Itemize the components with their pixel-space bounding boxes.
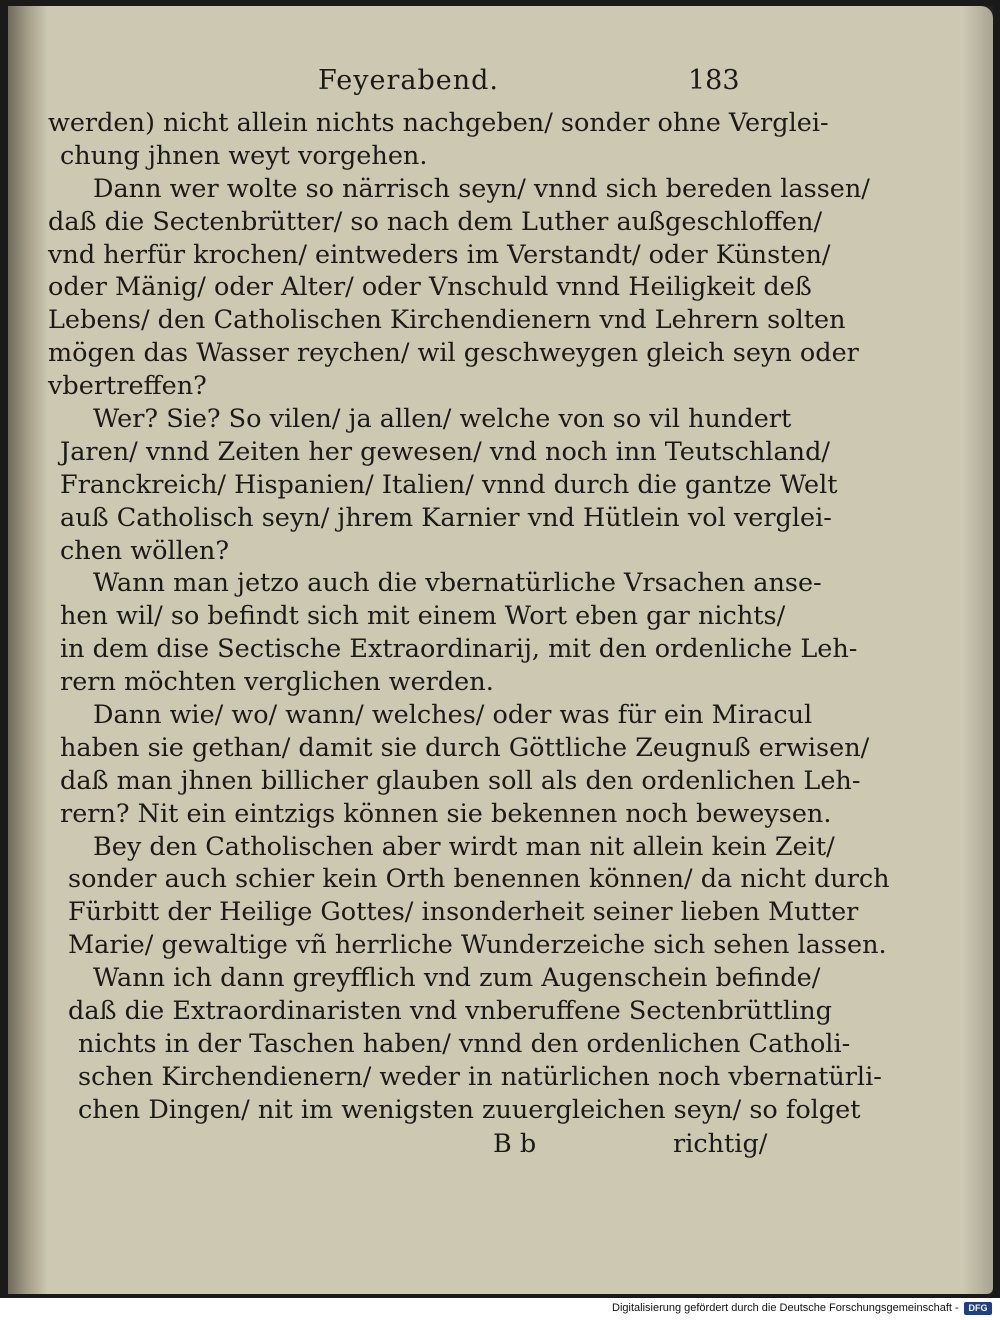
text-line: in dem dise Sectische Extraordinarij, mit den ordenliche Leh- <box>60 634 858 665</box>
page-header <box>48 61 768 101</box>
text-line: chen Dingen/ nit im wenigsten zuuergleichen seyn/ so folget <box>78 1094 861 1125</box>
text-line: rern? Nit ein eintzigs können sie bekennen noch beweysen. <box>60 798 832 829</box>
text-line: Dann wie/ wo/ wann/ welches/ oder was für ein Miracul <box>93 700 813 731</box>
text-line: Marie/ gewaltige vñ herrliche Wunderzeiche sich sehen lassen. <box>68 930 887 961</box>
catchword-line <box>48 1127 768 1161</box>
text-line: chen wöllen? <box>60 535 229 566</box>
text-line: rern möchten verglichen werden. <box>60 667 494 698</box>
text-line: Dann wer wolte so närrisch seyn/ vnnd sich bereden lassen/ <box>93 173 870 204</box>
text-line: daß man jhnen billicher glauben soll als den ordenlichen Leh- <box>60 765 861 796</box>
text-line: Bey den Catholischen aber wirdt man nit allein kein Zeit/ <box>93 831 835 862</box>
text-line: Jaren/ vnnd Zeiten her gewesen/ vnd noch inn Teutschland/ <box>60 436 831 467</box>
text-line: auß Catholisch seyn/ jhrem Karnier vnd Hütlein vol verglei- <box>60 502 832 533</box>
text-line: Wann man jetzo auch die vbernatürliche Vrsachen anse- <box>93 568 822 599</box>
text-line: daß die Sectenbrütter/ so nach dem Luther außgeschloffen/ <box>48 206 823 237</box>
text-line: Wer? Sie? So vilen/ ja allen/ welche von so vil hundert <box>93 404 792 435</box>
book-page <box>8 6 993 1294</box>
text-line: Lebens/ den Catholischen Kirchendienern vnd Lehrern solten <box>48 305 846 336</box>
text-block <box>48 61 890 1161</box>
text-line: sonder auch schier kein Orth benennen können/ da nicht durch <box>68 864 890 895</box>
page-number: 183 <box>688 65 740 96</box>
text-line: Fürbitt der Heilige Gottes/ insonderheit seiner lieben Mutter <box>68 897 859 928</box>
signature-mark: B b <box>493 1128 537 1159</box>
running-head: Feyerabend. <box>318 65 499 96</box>
text-line: werden) nicht allein nichts nachgeben/ sonder ohne Verglei- <box>48 108 829 138</box>
text-line: daß die Extraordinaristen vnd vnberuffene Sectenbrüttling <box>68 996 832 1027</box>
text-line: oder Mänig/ oder Alter/ oder Vnschuld vnnd Heiligkeit deß <box>48 272 812 303</box>
page-edge-shadow <box>963 6 993 1294</box>
digitization-credit: Digitalisierung gefördert durch die Deutsche Forschungsgemeinschaft - <box>612 1302 959 1314</box>
text-line: schen Kirchendienern/ weder in natürlichen noch vbernatürli- <box>78 1061 882 1092</box>
text-line: Franckreich/ Hispanien/ Italien/ vnnd durch die gantze Welt <box>60 469 838 500</box>
dfg-logo: DFG <box>964 1302 992 1315</box>
text-line: nichts in der Taschen haben/ vnnd den ordenlichen Catholi- <box>78 1028 851 1059</box>
page-gutter-shadow <box>8 6 48 1294</box>
text-line: Wann ich dann greyfflich vnd zum Augenschein befinde/ <box>93 963 821 994</box>
text-line: vnd herfür krochen/ eintweders im Verstandt/ oder Künsten/ <box>48 239 831 270</box>
text-line: vbertreffen? <box>48 371 207 402</box>
text-line: hen wil/ so befindt sich mit einem Wort eben gar nichts/ <box>60 601 786 632</box>
text-line: mögen das Wasser reychen/ wil geschweygen gleich seyn oder <box>48 338 859 369</box>
text-line: haben sie gethan/ damit sie durch Göttliche Zeugnuß erwisen/ <box>60 732 870 763</box>
catchword: richtig/ <box>673 1128 768 1159</box>
text-line: chung jhnen weyt vorgehen. <box>60 140 428 171</box>
